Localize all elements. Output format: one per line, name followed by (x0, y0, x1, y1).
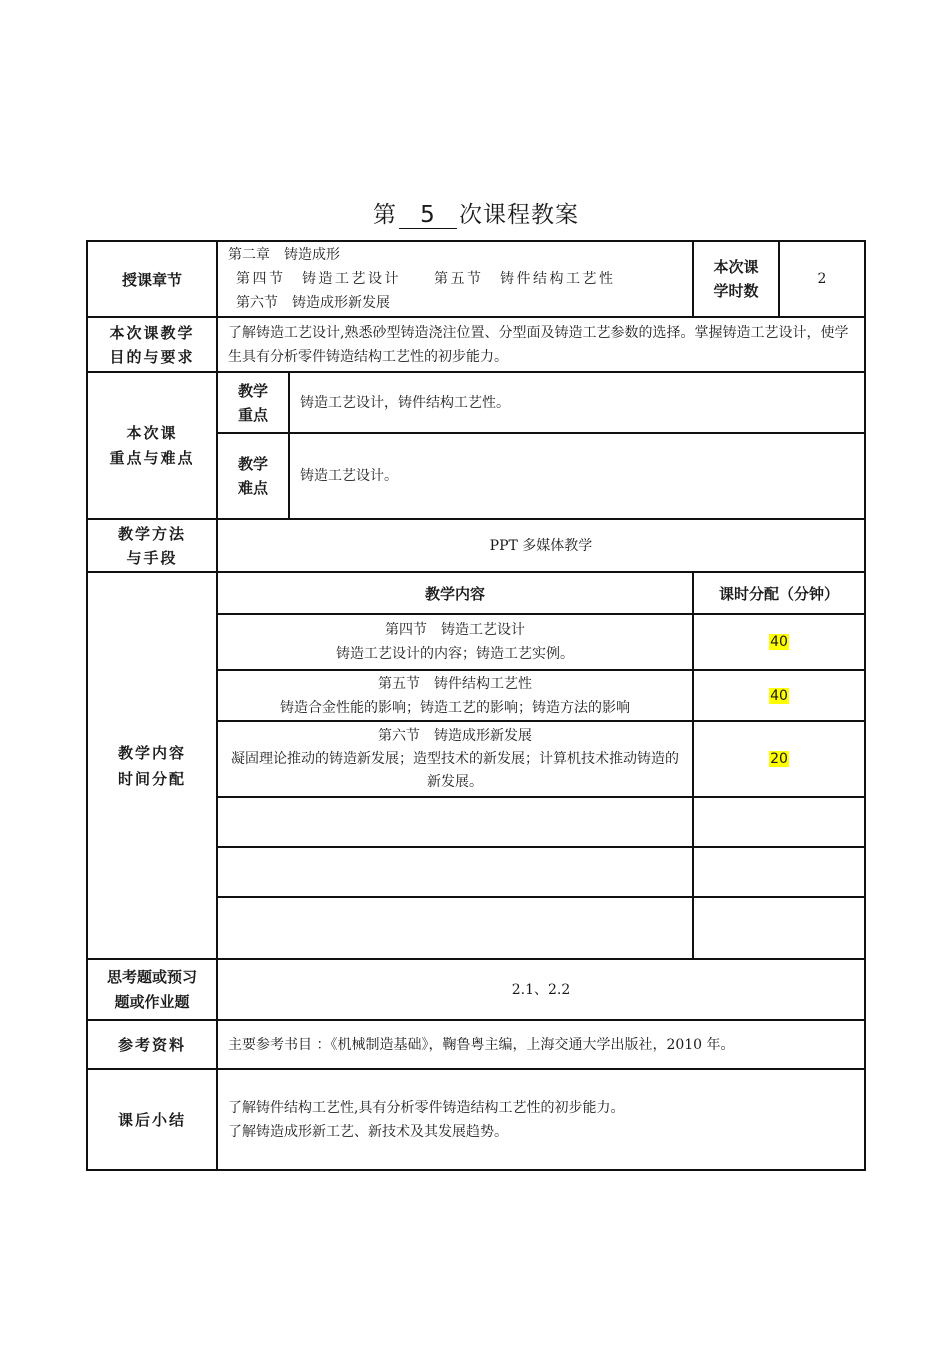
chapter-line-1: 第二章 铸造成形 (228, 247, 340, 263)
lesson-plan-table (86, 240, 866, 1171)
references-label: 参考资料 (117, 1036, 186, 1054)
objectives-text: 了解铸造工艺设计,熟悉砂型铸造浇注位置、分型面及铸造工艺参数的选择。掌握铸造工艺设计，使学生具有分析零件铸造结构工艺性的初步能力。 (228, 324, 849, 365)
content-item-minutes (694, 671, 864, 720)
time-column-header: 课时分配（分钟） (718, 584, 839, 603)
content-item-desc: 铸造工艺设计的内容；铸造工艺实例。 (336, 646, 574, 662)
minutes-value: 20 (770, 751, 788, 767)
content-column-header: 教学内容 (424, 584, 485, 603)
methods-label: 教学方法 与手段 (117, 524, 186, 567)
chapter-line-3: 第六节 铸造成形新发展 (236, 295, 390, 311)
content-item (218, 615, 692, 669)
summary-line-2: 了解铸造成形新工艺、新技术及其发展趋势。 (228, 1123, 508, 1140)
homework-label: 思考题或预习 题或作业题 (106, 967, 197, 1011)
minutes-value: 40 (770, 687, 788, 704)
lesson-number: 5 (399, 202, 457, 229)
content-item (218, 671, 692, 720)
focus-text: 铸造工艺设计，铸件结构工艺性。 (300, 394, 510, 411)
homework-text: 2.1、2.2 (511, 981, 571, 998)
content-item-title: 第五节 铸件结构工艺性 (378, 675, 532, 692)
title-prefix: 第 (373, 202, 397, 228)
content-item-desc: 凝固理论推动的铸造新发展；造型技术的新发展；计算机技术推动铸造的新发展。 (231, 750, 679, 790)
references-text: 主要参考书目 ：《机械制造基础》，鞠鲁粤主编，上海交通大学出版社，2010 年。 (228, 1036, 735, 1053)
focus-label: 教学 重点 (237, 381, 268, 424)
chapter-line-2: 第四节 铸造工艺设计 第五节 铸件结构工艺性 (236, 271, 616, 287)
title-suffix: 次课程教案 (459, 202, 579, 228)
summary-label: 课后小结 (117, 1111, 186, 1129)
chapter-sections (218, 242, 692, 316)
hours-label: 本次课 学时数 (713, 258, 759, 300)
summary-text (218, 1070, 864, 1169)
keypoints-label: 本次课 重点与难点 (109, 423, 195, 467)
content-label: 教学内容 时间分配 (117, 743, 186, 788)
objectives-label: 本次课教学 目的与要求 (109, 323, 195, 366)
content-item-minutes (694, 615, 864, 669)
content-item-desc: 铸造合金性能的影响；铸造工艺的影响；铸造方法的影响 (280, 699, 630, 716)
page-title (0, 196, 952, 229)
content-item-minutes (694, 722, 864, 796)
content-item-title: 第四节 铸造工艺设计 (385, 622, 525, 638)
chapter-label: 授课章节 (121, 270, 182, 289)
minutes-value: 40 (770, 634, 788, 650)
content-item (218, 722, 692, 796)
summary-line-1: 了解铸件结构工艺性,具有分析零件铸造结构工艺性的初步能力。 (228, 1099, 625, 1116)
hours-value: 2 (817, 271, 827, 287)
methods-text: PPT 多媒体教学 (489, 537, 593, 554)
difficulty-text: 铸造工艺设计。 (300, 468, 398, 484)
content-item-title: 第六节 铸造成形新发展 (378, 727, 532, 744)
difficulty-label: 教学 难点 (237, 455, 268, 497)
